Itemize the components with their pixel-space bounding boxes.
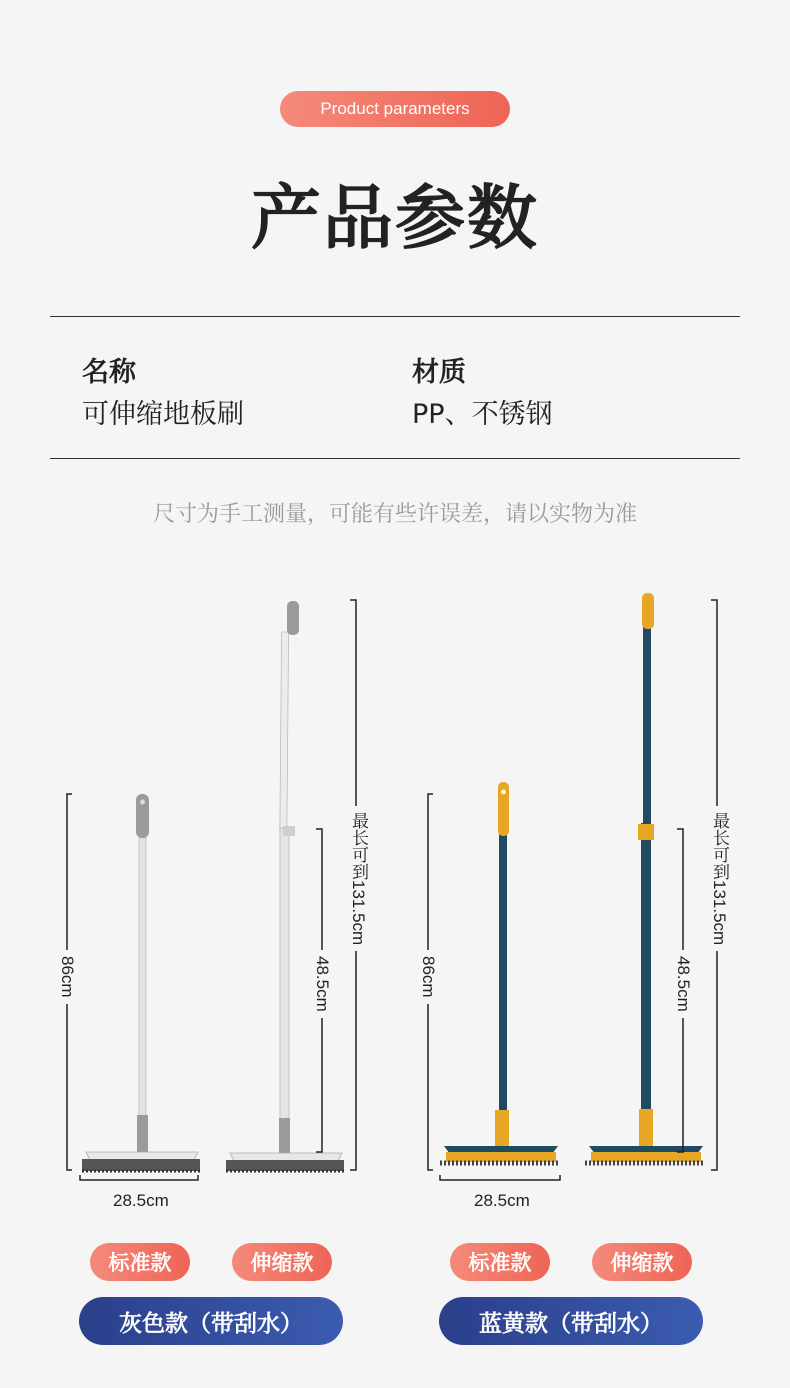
blue-standard-tag: 标准款 xyxy=(450,1243,550,1281)
gray-standard-mop xyxy=(82,794,200,1171)
measurement-note: 尺寸为手工测量，可能有些许误差，请以实物为准 xyxy=(152,502,637,527)
blue-extend-label: 48.5cm xyxy=(673,950,693,1018)
blue-telescopic-mop xyxy=(585,593,705,1163)
blue-telescopic-tag: 伸缩款 xyxy=(592,1243,692,1281)
page-title: 产品参数 xyxy=(251,177,539,259)
material-label: 材质 xyxy=(412,357,466,388)
gray-max-length-label: 最长可到131.5cm xyxy=(346,806,371,951)
dimension-lines xyxy=(67,600,717,1180)
gray-telescopic-mop xyxy=(226,601,344,1171)
blue-variant-name: 蓝黄款（带刮水） xyxy=(439,1297,703,1345)
gray-standard-tag: 标准款 xyxy=(90,1243,190,1281)
material-value: PP、不锈钢 xyxy=(412,399,553,430)
gray-width-label: 28.5cm xyxy=(113,1191,169,1210)
name-value: 可伸缩地板刷 xyxy=(82,399,244,430)
blue-max-length-label: 最长可到131.5cm xyxy=(707,806,732,951)
blue-standard-mop xyxy=(440,782,560,1163)
blue-height-label: 86cm xyxy=(418,950,438,1004)
gray-height-label: 86cm xyxy=(57,950,77,1004)
blue-width-label: 28.5cm xyxy=(474,1191,530,1210)
gray-telescopic-tag: 伸缩款 xyxy=(232,1243,332,1281)
name-label: 名称 xyxy=(82,357,136,388)
product-parameters-badge: Product parameters xyxy=(280,91,510,127)
gray-variant-name: 灰色款（带刮水） xyxy=(79,1297,343,1345)
gray-extend-label: 48.5cm xyxy=(312,950,332,1018)
